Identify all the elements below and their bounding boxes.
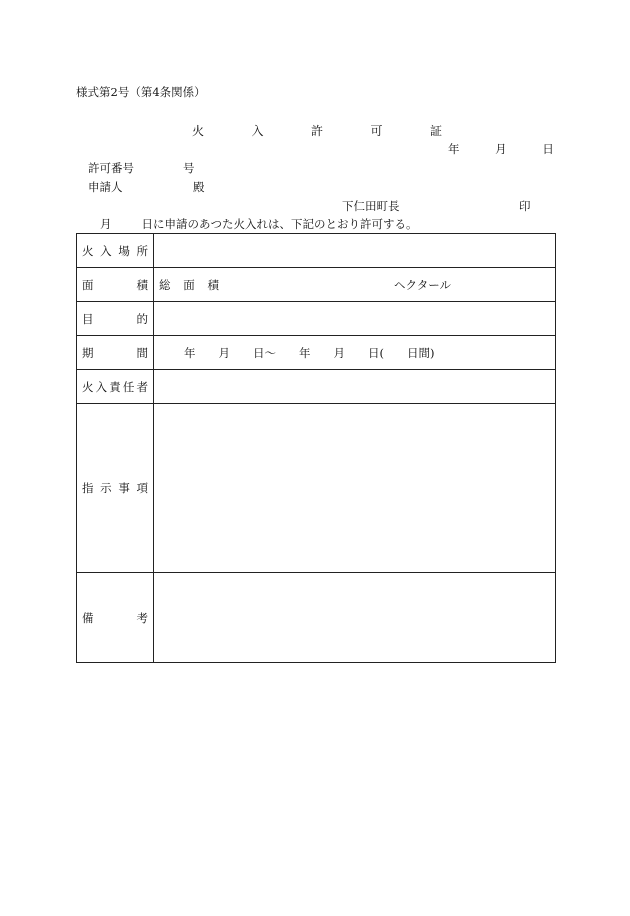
remarks-value-cell[interactable]: [154, 573, 556, 663]
location-row: [77, 234, 556, 268]
instructions-value-cell[interactable]: [154, 404, 556, 573]
purpose-label-cell: [77, 302, 154, 336]
purpose-row: [77, 302, 556, 336]
permit-form-table: [76, 233, 556, 663]
area-label-cell: [77, 268, 154, 302]
responsible-value-cell[interactable]: [154, 370, 556, 404]
title-char: 火: [192, 124, 205, 138]
permit-number-label: 許可番号: [88, 161, 134, 175]
month-label: 月: [495, 142, 507, 156]
document-title: [192, 122, 442, 139]
label-char: 場: [118, 243, 130, 258]
label-char: 項: [136, 481, 148, 495]
title-char: 証: [429, 124, 442, 138]
applicant-honorific: 殿: [193, 180, 205, 194]
label-char: 所: [136, 243, 148, 258]
statement-text: 日に申請のあつた火入れは、下記のとおり許可する。: [141, 217, 418, 231]
year-label: 年: [448, 142, 460, 156]
label-char: 考: [136, 610, 148, 625]
form-number: 様式第2号（第4条関係）: [76, 85, 206, 99]
title-char: 許: [310, 124, 323, 138]
label-char: 入: [95, 379, 108, 394]
remarks-row: [77, 573, 556, 663]
label-char: 期: [82, 345, 94, 360]
label-char: 面: [183, 277, 195, 292]
responsible-label-cell: [77, 370, 154, 404]
label-char: 間: [136, 345, 148, 360]
period-row: [77, 336, 556, 370]
purpose-value-cell[interactable]: [154, 302, 556, 336]
label-char: 積: [136, 277, 148, 292]
area-unit: ヘクタール: [394, 277, 452, 292]
permit-number-suffix: 号: [183, 161, 195, 175]
location-value-cell[interactable]: [154, 234, 556, 268]
day-label: 日: [542, 142, 554, 156]
label-char: 火: [82, 243, 94, 258]
instructions-label-cell: [77, 404, 154, 573]
period-value-cell[interactable]: [154, 336, 556, 370]
label-char: 面: [82, 277, 94, 292]
label-char: 任: [122, 379, 135, 394]
label-char: 入: [100, 243, 112, 258]
location-label-cell: [77, 234, 154, 268]
remarks-label-cell: [77, 573, 154, 663]
permit-statement: [100, 216, 418, 232]
applicant-label: 申請人: [88, 180, 123, 194]
responsible-person-row: [77, 370, 556, 404]
label-char: 事: [118, 481, 130, 495]
label-char: 目: [82, 311, 94, 326]
label-char: 指: [82, 481, 94, 495]
area-value-cell[interactable]: [154, 268, 556, 302]
label-char: 積: [207, 277, 219, 292]
title-char: 可: [370, 124, 383, 138]
seal-mark: 印: [519, 199, 531, 213]
issue-date: [448, 141, 554, 157]
title-char: 入: [251, 124, 264, 138]
area-row: [77, 268, 556, 302]
instructions-row: [77, 404, 556, 573]
total-area-label: [159, 277, 219, 293]
label-char: 示: [100, 481, 112, 495]
period-text: 年 月 日～ 年 月 日( 日間): [184, 345, 435, 360]
issuer-name: 下仁田町長: [342, 199, 400, 213]
label-char: 的: [136, 311, 148, 326]
label-char: 者: [136, 379, 148, 394]
period-label-cell: [77, 336, 154, 370]
label-char: 備: [82, 610, 94, 625]
statement-month: 月: [100, 217, 112, 231]
label-char: 火: [82, 379, 94, 394]
label-char: 責: [109, 379, 121, 394]
label-char: 総: [159, 277, 171, 292]
